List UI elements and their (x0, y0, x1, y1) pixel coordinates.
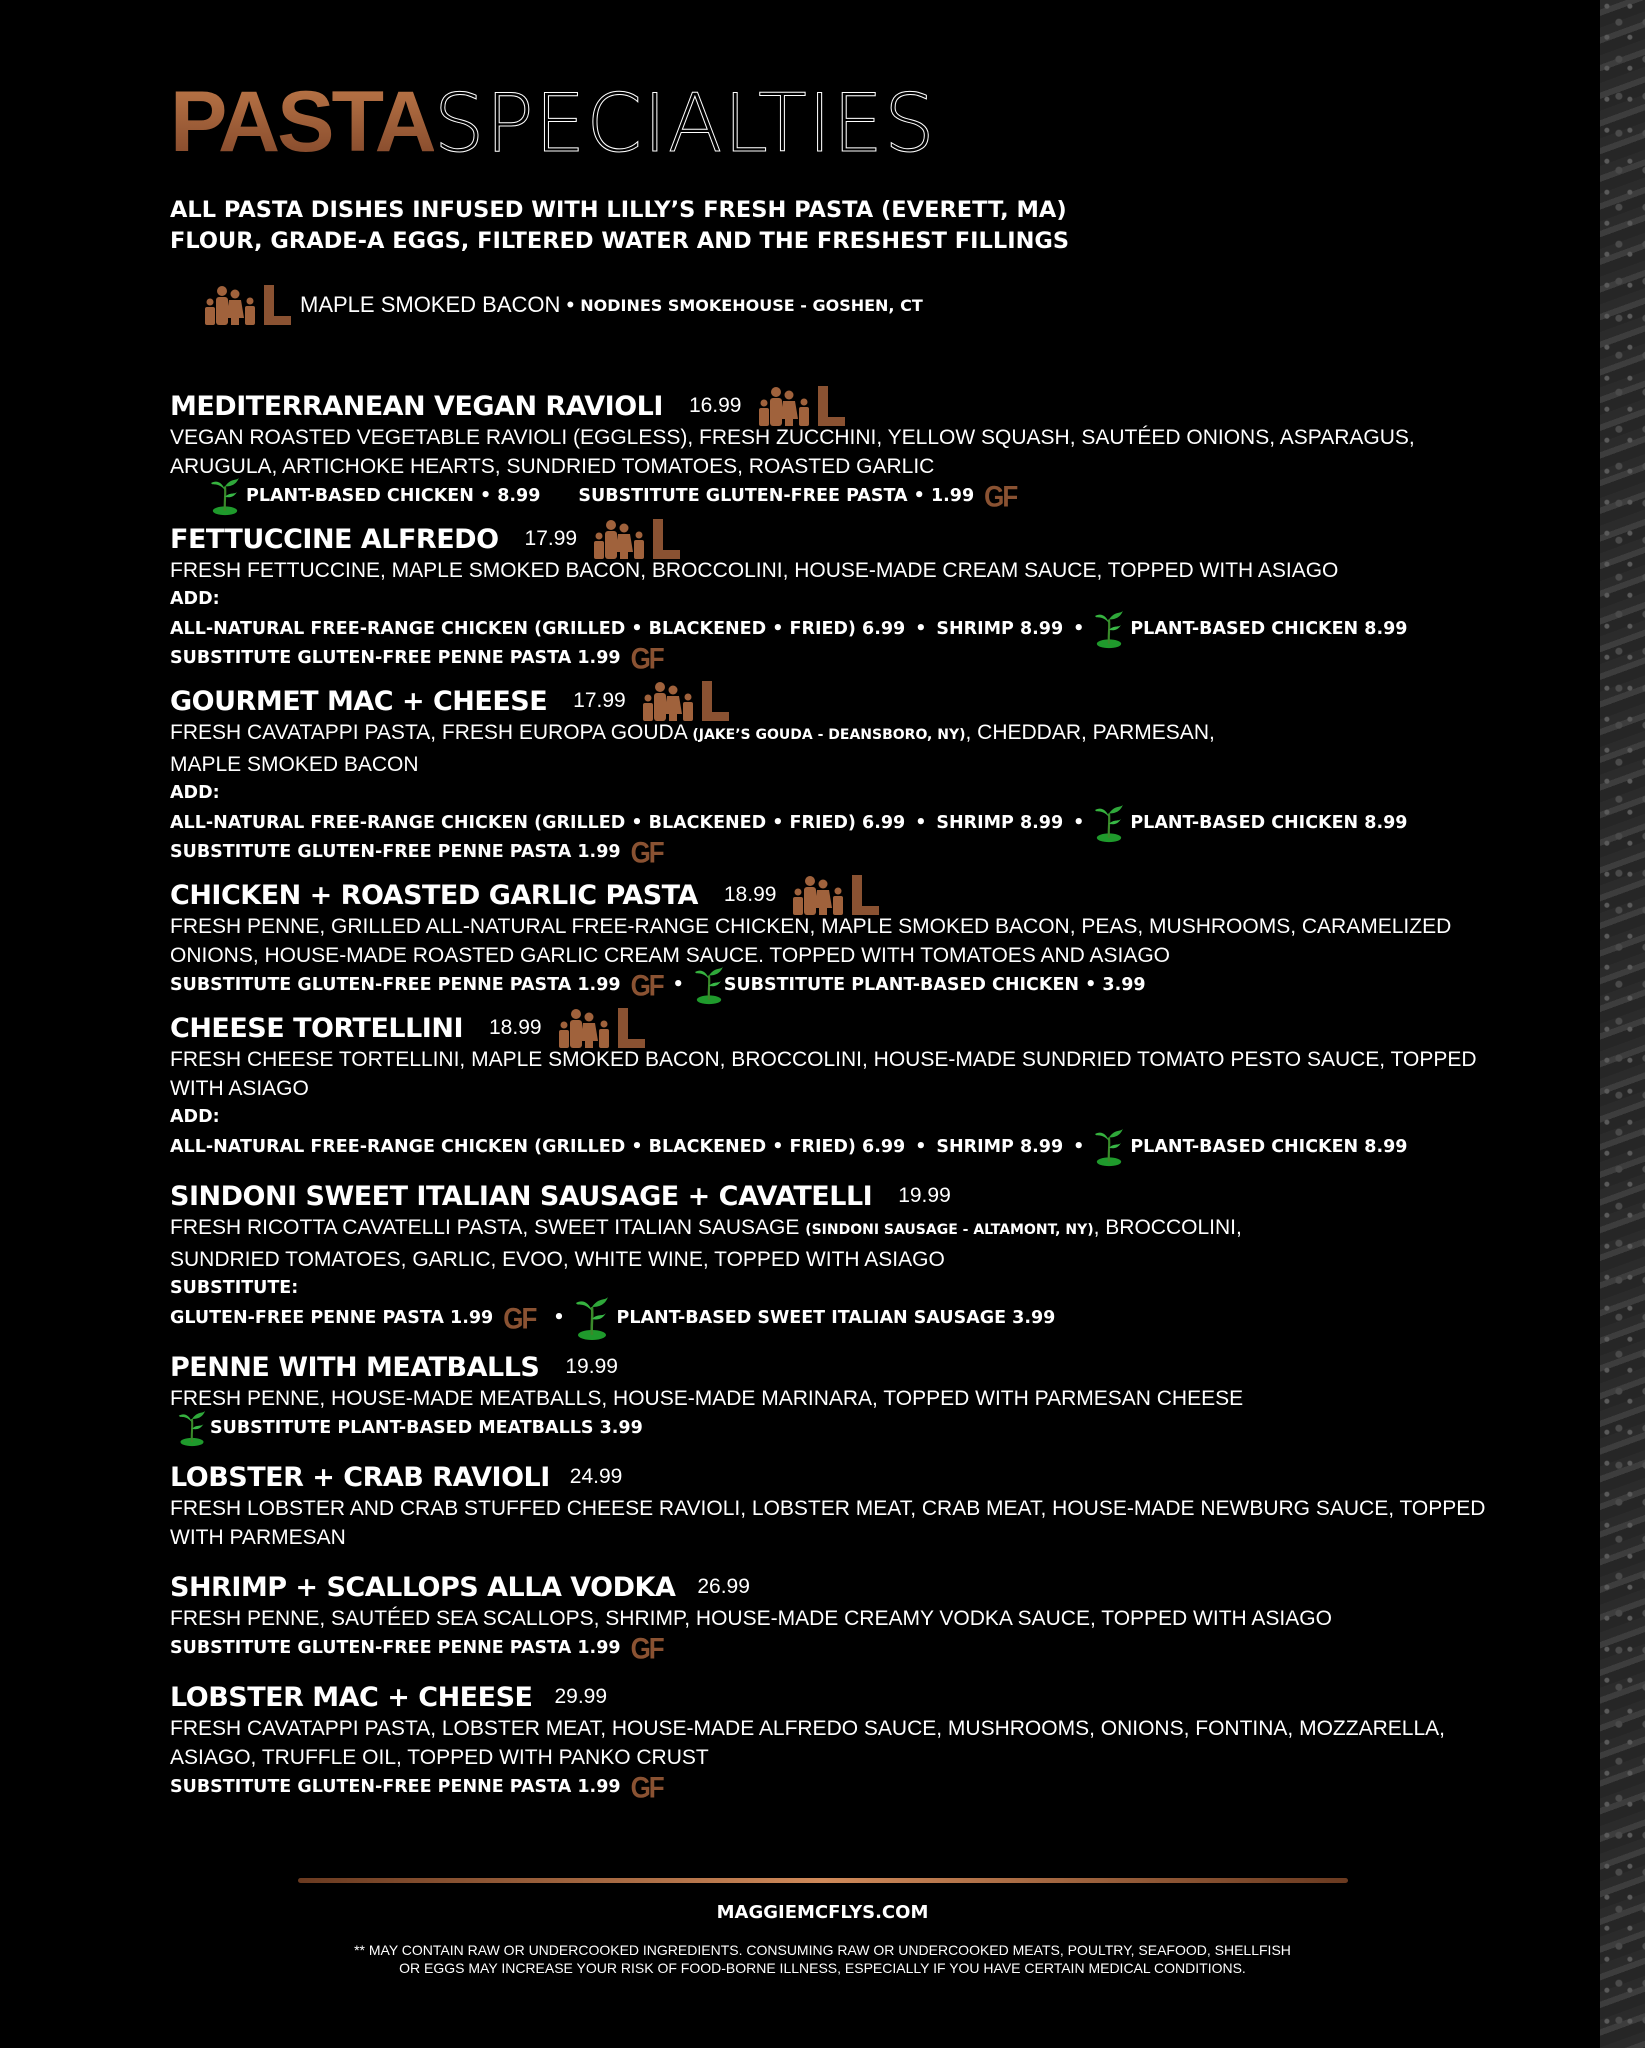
intro-text (170, 195, 1510, 257)
item-price: 18.99 (723, 883, 777, 906)
gluten-free-icon: GF (630, 967, 663, 1002)
menu-item (170, 1346, 1510, 1442)
item-option: PLANT-BASED CHICKEN 8.99 (1130, 1136, 1408, 1157)
stone-texture-border (1600, 0, 1645, 2048)
plant-based-icon (178, 1408, 206, 1448)
menu-item: CHEESE TORTELLINI 18.99 FRESH CHEESE TORTELLINI, MAPLE SMOKED BACON, BROCCOLINI, HOUSE-MADE SUNDRIED TOMATO PESTO SAUCE, TOPPED WITH ASIAGO ADD: ALL-NATURAL FREE-RANGE CHICKEN (GRILLED • BLACKENED • FRIED) 6.99 • SHRIMP 8.99 • PLANT-BASED CHICKEN 8.99 (170, 1007, 1510, 1161)
plant-based-icon (1094, 609, 1124, 649)
add-label: ADD: (170, 783, 220, 803)
gluten-free-icon: GF (984, 478, 1017, 513)
footer-divider (298, 1878, 1348, 1883)
item-description: FRESH FETTUCCINE, MAPLE SMOKED BACON, BROCCOLINI, HOUSE-MADE CREAM SAUCE, TOPPED WITH ASIAGO (170, 559, 1339, 582)
plant-based-icon (210, 476, 240, 516)
item-option: SUBSTITUTE GLUTEN-FREE PASTA • 1.99 (578, 485, 975, 506)
item-option: SHRIMP 8.99 (936, 812, 1064, 833)
family-icon (556, 1008, 646, 1048)
substitute-label: SUBSTITUTE: (170, 1278, 299, 1298)
item-option: PLANT-BASED SWEET ITALIAN SAUSAGE 3.99 (616, 1307, 1056, 1328)
item-option: PLANT-BASED CHICKEN 8.99 (1130, 618, 1408, 639)
item-name: LOBSTER + CRAB RAVIOLI (170, 1461, 550, 1493)
gluten-free-icon: GF (630, 1630, 663, 1665)
item-option: SUBSTITUTE PLANT-BASED CHICKEN • 3.99 (723, 974, 1146, 995)
title-specialties: SPECIALTIES (433, 77, 936, 170)
legend-source: NODINES SMOKEHOUSE - GOSHEN, CT (580, 295, 923, 315)
item-description: FRESH CAVATAPPI PASTA, FRESH EUROPA GOUDA (JAKE’S GOUDA - DEANSBORO, NY), CHEDDAR, PARMESAN, MAPLE SMOKED BACON (170, 721, 1215, 776)
item-description: FRESH PENNE, SAUTÉED SEA SCALLOPS, SHRIMP, HOUSE-MADE CREAMY VODKA SAUCE, TOPPED WITH ASIAGO (170, 1607, 1332, 1630)
website-link[interactable]: MAGGIEMCFLYS.COM (716, 1902, 929, 1923)
family-icon (790, 875, 880, 915)
item-option: SUBSTITUTE PLANT-BASED MEATBALLS 3.99 (210, 1417, 643, 1438)
legend-text: MAPLE SMOKED BACON • (300, 292, 575, 317)
gluten-free-icon: GF (630, 640, 663, 675)
item-option: ALL-NATURAL FREE-RANGE CHICKEN (GRILLED • BLACKENED • FRIED) 6.99 (170, 812, 906, 833)
family-icon (591, 519, 681, 559)
item-name: LOBSTER MAC + CHEESE (170, 1681, 533, 1713)
item-name: SINDONI SWEET ITALIAN SAUSAGE + CAVATELLI (170, 1180, 873, 1212)
item-option: SHRIMP 8.99 (936, 618, 1064, 639)
family-icon (756, 386, 846, 426)
item-option: SUBSTITUTE GLUTEN-FREE PENNE PASTA 1.99 (170, 1776, 621, 1797)
item-option: PLANT-BASED CHICKEN • 8.99 (246, 485, 541, 506)
title-pasta: PASTA (170, 74, 434, 170)
plant-based-icon (575, 1295, 609, 1341)
item-option: PLANT-BASED CHICKEN 8.99 (1130, 812, 1408, 833)
add-label: ADD: (170, 1107, 220, 1127)
item-name: GOURMET MAC + CHEESE (170, 685, 548, 717)
item-description: FRESH PENNE, HOUSE-MADE MEATBALLS, HOUSE-MADE MARINARA, TOPPED WITH PARMESAN CHEESE (170, 1387, 1244, 1410)
disclaimer: ** MAY CONTAIN RAW OR UNDERCOOKED INGREDIENTS. CONSUMING RAW OR UNDERCOOKED MEATS, POULTRY, SEAFOOD, SHELLFISH OR EGGS MAY INCREASE YOUR RISK OF FOOD-BORNE ILLNESS, ESPECIALLY IF YOU HAVE CERTAIN MEDICAL CONDITIONS. (354, 1942, 1291, 1976)
page-title (170, 74, 1510, 170)
item-price: 18.99 (489, 1016, 542, 1039)
item-price: 26.99 (697, 1575, 750, 1598)
item-description: FRESH LOBSTER AND CRAB STUFFED CHEESE RAVIOLI, LOBSTER MEAT, CRAB MEAT, HOUSE-MADE NEWBURG SAUCE, TOPPED WITH PARMESAN (170, 1497, 1486, 1549)
item-description: VEGAN ROASTED VEGETABLE RAVIOLI (EGGLESS), FRESH ZUCCHINI, YELLOW SQUASH, SAUTÉED ONIONS, ASPARAGUS, ARUGULA, ARTICHOKE HEARTS, SUNDRIED TOMATOES, ROASTED GARLIC (170, 426, 1415, 478)
gluten-free-icon: GF (630, 1769, 663, 1804)
item-name: PENNE WITH MEATBALLS (170, 1351, 540, 1383)
legend (202, 285, 1510, 325)
menu-item (170, 385, 1510, 513)
intro-line: ALL PASTA DISHES INFUSED WITH LILLY’S FRESH PASTA (EVERETT, MA) (170, 197, 1067, 223)
item-description: FRESH RICOTTA CAVATELLI PASTA, SWEET ITALIAN SAUSAGE (SINDONI SAUSAGE - ALTAMONT, NY), BROCCOLINI, SUNDRIED TOMATOES, GARLIC, EVOO, WHITE WINE, TOPPED WITH ASIAGO (170, 1216, 1242, 1271)
plant-based-icon (1094, 1127, 1124, 1167)
menu-item (170, 1676, 1510, 1804)
item-price: 19.99 (565, 1355, 618, 1378)
item-option: SUBSTITUTE GLUTEN-FREE PENNE PASTA 1.99 (170, 974, 621, 995)
intro-line: FLOUR, GRADE-A EGGS, FILTERED WATER AND THE FRESHEST FILLINGS (170, 228, 1070, 254)
menu-item (170, 1456, 1510, 1552)
plant-based-icon (1094, 803, 1124, 843)
item-option: ALL-NATURAL FREE-RANGE CHICKEN (GRILLED • BLACKENED • FRIED) 6.99 (170, 618, 906, 639)
family-icon (640, 681, 730, 721)
item-name: FETTUCCINE ALFREDO (170, 523, 499, 555)
add-label: ADD: (170, 589, 220, 609)
item-name: CHEESE TORTELLINI (170, 1012, 463, 1044)
item-option: SUBSTITUTE GLUTEN-FREE PENNE PASTA 1.99 (170, 841, 621, 862)
family-icon (202, 285, 292, 325)
item-option: GLUTEN-FREE PENNE PASTA 1.99 (170, 1307, 494, 1328)
item-option: ALL-NATURAL FREE-RANGE CHICKEN (GRILLED • BLACKENED • FRIED) 6.99 (170, 1136, 906, 1157)
item-name: SHRIMP + SCALLOPS ALLA VODKA (170, 1571, 676, 1603)
item-description: FRESH CHEESE TORTELLINI, MAPLE SMOKED BACON, BROCCOLINI, HOUSE-MADE SUNDRIED TOMATO PESTO SAUCE, TOPPED WITH ASIAGO (170, 1048, 1477, 1100)
menu-item: CHICKEN + ROASTED GARLIC PASTA 18.99 FRESH PENNE, GRILLED ALL-NATURAL FREE-RANGE CHICKEN, MAPLE SMOKED BACON, PEAS, MUSHROOMS, CARAMELIZED ONIONS, HOUSE-MADE ROASTED GARLIC CREAM SAUCE. TOPPED WITH TOMATOES AND ASIAGO SUBSTITUTE GLUTEN-FREE PENNE PASTA 1.99 GF • SUBSTITUTE PLANT-BASED CHICKEN • 3.99 (170, 874, 1510, 999)
item-option: SUBSTITUTE GLUTEN-FREE PENNE PASTA 1.99 (170, 1637, 621, 1658)
item-name: CHICKEN + ROASTED GARLIC PASTA (170, 879, 698, 911)
menu-item: GOURMET MAC + CHEESE 17.99 FRESH CAVATAPPI PASTA, FRESH EUROPA GOUDA (JAKE’S GOUDA - DEANSBORO, NY), CHEDDAR, PARMESAN, MAPLE SMOKED BACON ADD: ALL-NATURAL FREE-RANGE CHICKEN (GRILLED • BLACKENED • FRIED) 6.99 • SHRIMP 8.99 • PLANT-BASED CHICKEN 8.99 SUBSTITUTE GLUTEN-FREE PENNE PASTA 1.99 GF (170, 680, 1510, 866)
gluten-free-icon: GF (503, 1300, 536, 1335)
plant-based-icon (694, 965, 724, 1005)
item-price: 17.99 (524, 527, 578, 550)
item-name: MEDITERRANEAN VEGAN RAVIOLI (170, 390, 663, 422)
menu-item: FETTUCCINE ALFREDO 17.99 FRESH FETTUCCINE, MAPLE SMOKED BACON, BROCCOLINI, HOUSE-MADE CREAM SAUCE, TOPPED WITH ASIAGO ADD: ALL-NATURAL FREE-RANGE CHICKEN (GRILLED • BLACKENED • FRIED) 6.99 • SHRIMP 8.99 • PLANT-BASED CHICKEN 8.99 SUBSTITUTE GLUTEN-FREE PENNE PASTA 1.99 GF (170, 518, 1510, 672)
menu-item: SINDONI SWEET ITALIAN SAUSAGE + CAVATELLI 19.99 FRESH RICOTTA CAVATELLI PASTA, SWEET ITALIAN SAUSAGE (SINDONI SAUSAGE - ALTAMONT, NY), BROCCOLINI, SUNDRIED TOMATOES, GARLIC, EVOO, WHITE WINE, TOPPED WITH ASIAGO SUBSTITUTE: GLUTEN-FREE PENNE PASTA 1.99 GF • PLANT-BASED SWEET ITALIAN SAUSAGE 3.99 (170, 1175, 1510, 1332)
item-description: FRESH PENNE, GRILLED ALL-NATURAL FREE-RANGE CHICKEN, MAPLE SMOKED BACON, PEAS, MUSHROOMS, CARAMELIZED ONIONS, HOUSE-MADE ROASTED GARLIC CREAM SAUCE. TOPPED WITH TOMATOES AND ASIAGO (170, 915, 1452, 967)
item-price: 16.99 (688, 394, 742, 417)
item-option: SUBSTITUTE GLUTEN-FREE PENNE PASTA 1.99 (170, 647, 621, 668)
menu-item (170, 1566, 1510, 1665)
gluten-free-icon: GF (630, 834, 663, 869)
item-description: FRESH CAVATAPPI PASTA, LOBSTER MEAT, HOUSE-MADE ALFREDO SAUCE, MUSHROOMS, ONIONS, FONTINA, MOZZARELLA, ASIAGO, TRUFFLE OIL, TOPPED WITH PANKO CRUST (170, 1717, 1445, 1769)
item-price: 19.99 (898, 1184, 951, 1207)
item-option: SHRIMP 8.99 (936, 1136, 1064, 1157)
item-price: 17.99 (573, 689, 626, 712)
menu-page (170, 74, 1510, 1804)
item-price: 29.99 (554, 1685, 608, 1708)
item-price: 24.99 (569, 1465, 623, 1488)
